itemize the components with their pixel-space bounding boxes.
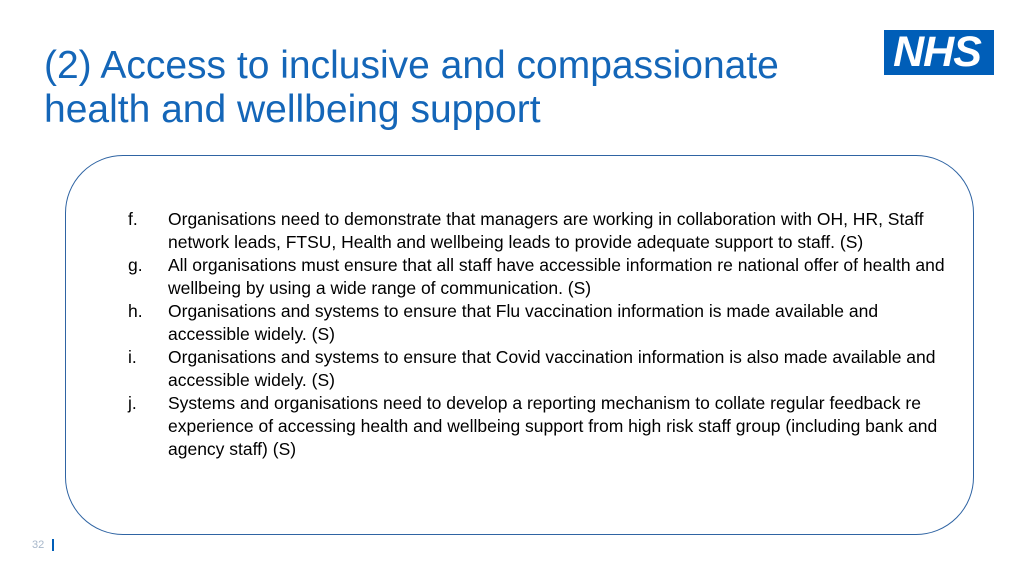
list-item [128,208,958,254]
list-item-marker: i. [128,347,137,367]
support-items-list [128,208,958,461]
list-item-text: Organisations and systems to ensure that Flu vaccination information is made available and accessible widely. (S) [168,301,879,344]
list-item-marker: j. [128,393,137,413]
list-item-text: Organisations need to demonstrate that managers are working in collaboration with OH, HR, Staff network leads, FTSU, Health and wellbeing leads to provide adequate support to staff. (S) [168,209,924,252]
list-item-text: Organisations and systems to ensure that Covid vaccination information is also made available and accessible widely. (S) [168,347,936,390]
list-item-text: All organisations must ensure that all staff have accessible information re national offer of health and wellbeing by using a wide range of communication. (S) [168,255,945,298]
list-item-marker: f. [128,209,138,229]
list-item [128,346,958,392]
list-item [128,254,958,300]
footer-divider [52,539,54,551]
list-item [128,300,958,346]
slide-title: (2) Access to inclusive and compassionate health and wellbeing support [44,44,779,131]
list-item-marker: h. [128,301,143,321]
list-item-marker: g. [128,255,143,275]
page-number: 32 [32,539,45,551]
slide-footer [32,539,54,551]
list-item-text: Systems and organisations need to develop a reporting mechanism to collate regular feedback re experience of accessing health and wellbeing support from high risk staff group (including bank and agency staff) (S) [168,393,938,459]
nhs-logo: NHS [884,30,994,75]
list-item [128,392,958,461]
